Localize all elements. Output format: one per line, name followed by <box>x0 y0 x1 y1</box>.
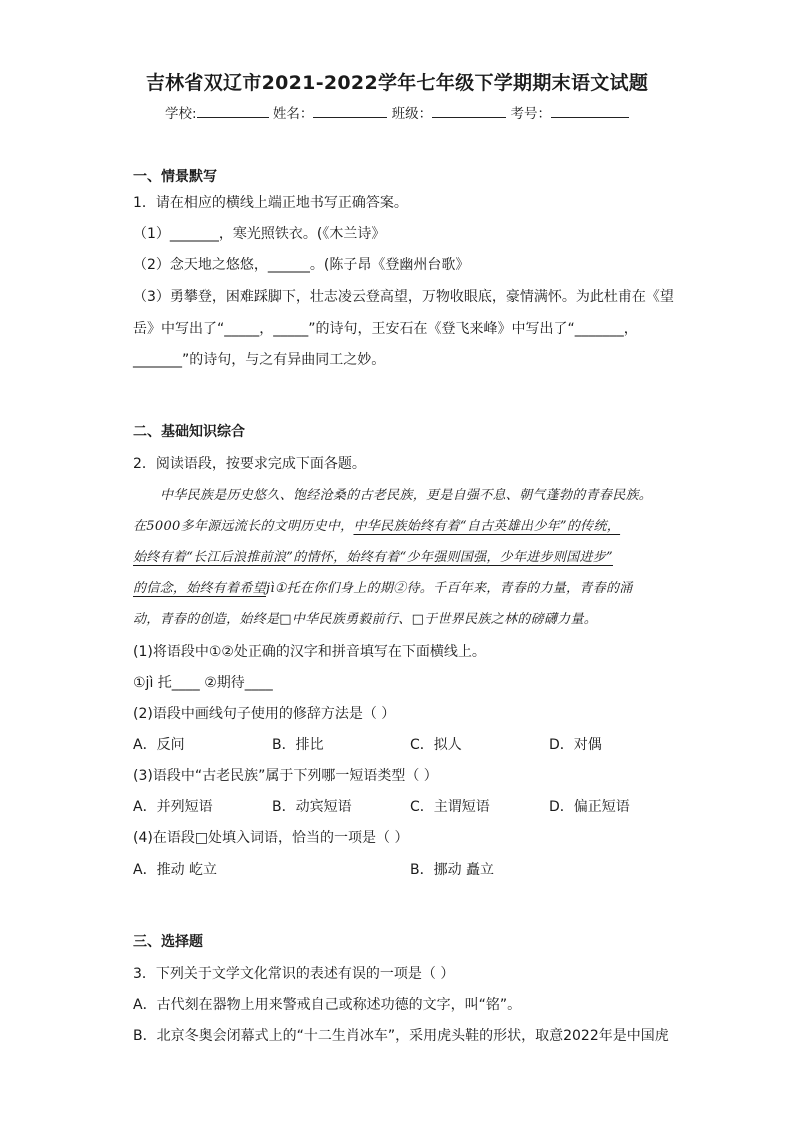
q2-sub4-option-a[interactable]: A．推动 屹立 <box>133 862 218 878</box>
exam-no-blank[interactable] <box>551 103 629 118</box>
passage-line-2-text: 在5000多年源远流长的文明历史中， <box>133 519 354 534</box>
section-heading-1: 一、情景默写 <box>133 169 217 185</box>
q2-sub1: (1)将语段中①②处正确的汉字和拼音填写在下面横线上。 <box>133 644 486 660</box>
passage-underlined-sentence-b: 始终有着“长江后浪推前浪”的情怀，始终有着“少年强则国强，少年进步则国进步” <box>133 550 613 565</box>
q2-sub2-option-d[interactable]: D．对偶 <box>549 737 602 753</box>
q2-sub2-option-a[interactable]: A．反问 <box>133 737 185 753</box>
class-label: 班级： <box>391 106 433 122</box>
passage-line-5: 动，青春的创造，始终是□中华民族勇毅前行、□于世界民族之林的磅礴力量。 <box>133 612 598 627</box>
q1-part1: （1）_______，寒光照铁衣。(《木兰诗》 <box>133 226 386 242</box>
q2-sub2-option-c[interactable]: C．拟人 <box>410 737 462 753</box>
q2-sub1-answer-line: ①jì 托____ ②期待____ <box>133 675 273 691</box>
q2-sub2: (2)语段中画线句子使用的修辞方法是（ ） <box>133 706 396 722</box>
q1-part3-line2: 岳》中写出了“_____，_____”的诗句，王安石在《登飞来峰》中写出了“_______， <box>133 321 638 337</box>
passage-line-2 <box>133 515 620 534</box>
q1-part3-line3: _______”的诗句，与之有异曲同工之妙。 <box>133 352 386 368</box>
q2-sub4: (4)在语段□处填入词语，恰当的一项是（ ） <box>133 830 409 846</box>
q2-sub3-option-a[interactable]: A．并列短语 <box>133 799 213 815</box>
q3-option-a[interactable]: A．古代刻在器物上用来警戒自己或称述功德的文字，叫“铭”。 <box>133 997 522 1013</box>
q2-sub4-option-b[interactable]: B．挪动 矗立 <box>410 862 495 878</box>
q1-part3-line1: （3）勇攀登，困难踩脚下，壮志凌云登高望，万物收眼底，豪情满怀。为此杜甫在《望 <box>133 289 674 305</box>
passage-underlined-sentence-c: 的信念，始终有着希望 <box>133 581 267 596</box>
section-heading-2: 二、基础知识综合 <box>133 424 245 440</box>
school-blank[interactable] <box>197 103 269 118</box>
passage-line-4 <box>133 577 633 596</box>
school-label: 学校: <box>165 106 197 122</box>
q3-option-b[interactable]: B．北京冬奥会闭幕式上的“十二生肖冰车”，采用虎头鞋的形状，取意2022年是中国虎 <box>133 1028 669 1044</box>
q2-sub2-option-b[interactable]: B．排比 <box>272 737 324 753</box>
page-title: 吉林省双辽市2021-2022学年七年级下学期期末语文试题 <box>145 72 649 94</box>
class-blank[interactable] <box>432 103 506 118</box>
passage-line-4-text: jì①托在你们身上的期②待。千百年来，青春的力量，青春的涌 <box>266 581 633 596</box>
q2-sub3: (3)语段中“古老民族”属于下列哪一短语类型（ ） <box>133 768 438 784</box>
name-blank[interactable] <box>313 103 387 118</box>
q2-sub3-option-b[interactable]: B．动宾短语 <box>272 799 352 815</box>
student-info-line <box>0 102 794 122</box>
q1-stem: 1．请在相应的横线上端正地书写正确答案。 <box>133 195 408 211</box>
q2-stem: 2．阅读语段，按要求完成下面各题。 <box>133 456 366 472</box>
exam-no-label: 考号： <box>510 106 551 122</box>
section-heading-3: 三、选择题 <box>133 934 203 950</box>
q2-sub3-option-d[interactable]: D．偏正短语 <box>549 799 630 815</box>
name-label: 姓名： <box>272 106 314 122</box>
passage-line-1: 中华民族是历史悠久、饱经沧桑的古老民族，更是自强不息、朝气蓬勃的青春民族。 <box>160 488 653 503</box>
q2-sub3-option-c[interactable]: C．主谓短语 <box>410 799 490 815</box>
q3-stem: 3．下列关于文学文化常识的表述有误的一项是（ ） <box>133 966 455 982</box>
q1-part2: （2）念天地之悠悠，______。(陈子昂《登幽州台歌》 <box>133 257 470 273</box>
passage-underlined-sentence-a: 中华民族始终有着“自古英雄出少年”的传统， <box>353 519 621 534</box>
